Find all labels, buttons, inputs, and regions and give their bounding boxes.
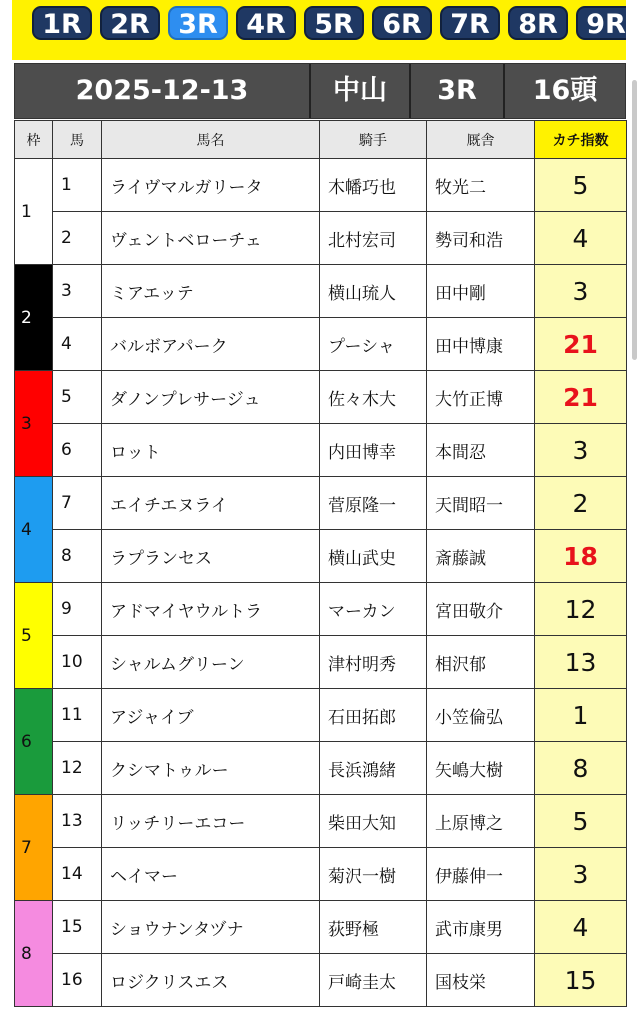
horse-name: ロット	[102, 424, 320, 477]
horse-number: 6	[53, 424, 102, 477]
race-venue: 中山	[311, 64, 411, 118]
table-row[interactable]	[15, 954, 627, 1007]
table-header-row	[15, 121, 627, 159]
horse-number: 1	[53, 159, 102, 212]
table-row[interactable]	[15, 477, 627, 530]
header-horse-name: 馬名	[102, 121, 320, 159]
table-row[interactable]	[15, 265, 627, 318]
horse-name: ミアエッテ	[102, 265, 320, 318]
horse-number: 16	[53, 954, 102, 1007]
race-tab-6r[interactable]: 6R	[372, 6, 432, 40]
table-row[interactable]	[15, 795, 627, 848]
table-row[interactable]	[15, 742, 627, 795]
table-row[interactable]	[15, 583, 627, 636]
horse-name: ライヴマルガリータ	[102, 159, 320, 212]
trainer-name: 宮田敬介	[427, 583, 535, 636]
frame-number-cell: 7	[15, 795, 53, 901]
table-row[interactable]	[15, 212, 627, 265]
race-tab-4r[interactable]: 4R	[236, 6, 296, 40]
kachi-score: 3	[535, 424, 627, 477]
horse-name: クシマトゥルー	[102, 742, 320, 795]
kachi-score: 5	[535, 159, 627, 212]
trainer-name: 小笠倫弘	[427, 689, 535, 742]
trainer-name: 矢嶋大樹	[427, 742, 535, 795]
horse-number: 8	[53, 530, 102, 583]
table-row[interactable]	[15, 159, 627, 212]
kachi-score: 13	[535, 636, 627, 689]
trainer-name: 天間昭一	[427, 477, 535, 530]
trainer-name: 本間忍	[427, 424, 535, 477]
horse-number: 2	[53, 212, 102, 265]
horse-name: アジャイブ	[102, 689, 320, 742]
jockey-name: 横山武史	[320, 530, 427, 583]
horse-number: 14	[53, 848, 102, 901]
kachi-score: 1	[535, 689, 627, 742]
header-jockey: 騎手	[320, 121, 427, 159]
race-tab-1r[interactable]: 1R	[32, 6, 92, 40]
horse-name: リッチリーエコー	[102, 795, 320, 848]
jockey-name: 荻野極	[320, 901, 427, 954]
header-score: カチ指数	[535, 121, 627, 159]
jockey-name: 石田拓郎	[320, 689, 427, 742]
horse-name: ロジクリスエス	[102, 954, 320, 1007]
horse-name: ダノンプレサージュ	[102, 371, 320, 424]
horse-number: 15	[53, 901, 102, 954]
trainer-name: 斎藤誠	[427, 530, 535, 583]
table-row[interactable]	[15, 636, 627, 689]
table-row[interactable]	[15, 689, 627, 742]
horse-name: ショウナンタヅナ	[102, 901, 320, 954]
frame-number-cell: 6	[15, 689, 53, 795]
race-tab-2r[interactable]: 2R	[100, 6, 160, 40]
horse-number: 13	[53, 795, 102, 848]
trainer-name: 上原博之	[427, 795, 535, 848]
kachi-score: 3	[535, 265, 627, 318]
trainer-name: 勢司和浩	[427, 212, 535, 265]
trainer-name: 大竹正博	[427, 371, 535, 424]
horse-number: 9	[53, 583, 102, 636]
jockey-name: 戸崎圭太	[320, 954, 427, 1007]
horse-name: バルボアパーク	[102, 318, 320, 371]
kachi-score: 4	[535, 901, 627, 954]
header-waku: 枠	[15, 121, 53, 159]
frame-number-cell: 5	[15, 583, 53, 689]
table-row[interactable]	[15, 318, 627, 371]
table-row[interactable]	[15, 424, 627, 477]
jockey-name: 菊沢一樹	[320, 848, 427, 901]
frame-number-cell: 4	[15, 477, 53, 583]
horse-number: 3	[53, 265, 102, 318]
jockey-name: マーカン	[320, 583, 427, 636]
race-tab-3r[interactable]: 3R	[168, 6, 228, 40]
scrollbar[interactable]	[632, 80, 637, 360]
race-date: 2025-12-13	[15, 64, 311, 118]
runner-count: 16頭	[532, 75, 598, 106]
kachi-score: 21	[535, 318, 627, 371]
trainer-name: 武市康男	[427, 901, 535, 954]
race-tab-8r[interactable]: 8R	[508, 6, 568, 40]
kachi-score: 12	[535, 583, 627, 636]
header-trainer: 厩舎	[427, 121, 535, 159]
horse-number: 11	[53, 689, 102, 742]
jockey-name: 木幡巧也	[320, 159, 427, 212]
trainer-name: 田中博康	[427, 318, 535, 371]
entry-table	[14, 120, 627, 1007]
kachi-score: 21	[535, 371, 627, 424]
horse-name: ヘイマー	[102, 848, 320, 901]
kachi-score: 5	[535, 795, 627, 848]
race-tab-5r[interactable]: 5R	[304, 6, 364, 40]
trainer-name: 国枝栄	[427, 954, 535, 1007]
trainer-name: 牧光二	[427, 159, 535, 212]
header-umaban: 馬	[53, 121, 102, 159]
jockey-name: 佐々木大	[320, 371, 427, 424]
jockey-name: 横山琉人	[320, 265, 427, 318]
horse-name: シャルムグリーン	[102, 636, 320, 689]
horse-name: エイチエヌライ	[102, 477, 320, 530]
kachi-score: 3	[535, 848, 627, 901]
table-row[interactable]	[15, 848, 627, 901]
jockey-name: 長浜鴻緒	[320, 742, 427, 795]
kachi-score: 2	[535, 477, 627, 530]
frame-number-cell: 8	[15, 901, 53, 1007]
trainer-name: 田中剛	[427, 265, 535, 318]
jockey-name: 柴田大知	[320, 795, 427, 848]
kachi-score: 15	[535, 954, 627, 1007]
horse-name: アドマイヤウルトラ	[102, 583, 320, 636]
trainer-name: 相沢郁	[427, 636, 535, 689]
race-tab-9r[interactable]: 9R	[576, 6, 626, 40]
horse-name: ラプランセス	[102, 530, 320, 583]
horse-number: 4	[53, 318, 102, 371]
horse-number: 10	[53, 636, 102, 689]
race-tab-7r[interactable]: 7R	[440, 6, 500, 40]
trainer-name: 伊藤伸一	[427, 848, 535, 901]
race-tabs-bar	[12, 0, 626, 60]
kachi-score: 4	[535, 212, 627, 265]
table-row[interactable]	[15, 901, 627, 954]
race-number: 3R	[411, 64, 505, 118]
frame-number-cell: 2	[15, 265, 53, 371]
table-row[interactable]	[15, 371, 627, 424]
kachi-score: 18	[535, 530, 627, 583]
horse-number: 12	[53, 742, 102, 795]
jockey-name: 内田博幸	[320, 424, 427, 477]
horse-number: 7	[53, 477, 102, 530]
table-row[interactable]	[15, 530, 627, 583]
horse-number: 5	[53, 371, 102, 424]
jockey-name: プーシャ	[320, 318, 427, 371]
jockey-name: 菅原隆一	[320, 477, 427, 530]
jockey-name: 津村明秀	[320, 636, 427, 689]
horse-name: ヴェントベローチェ	[102, 212, 320, 265]
kachi-score: 8	[535, 742, 627, 795]
frame-number-cell: 3	[15, 371, 53, 477]
frame-number-cell: 1	[15, 159, 53, 265]
race-info-bar	[14, 63, 626, 119]
jockey-name: 北村宏司	[320, 212, 427, 265]
